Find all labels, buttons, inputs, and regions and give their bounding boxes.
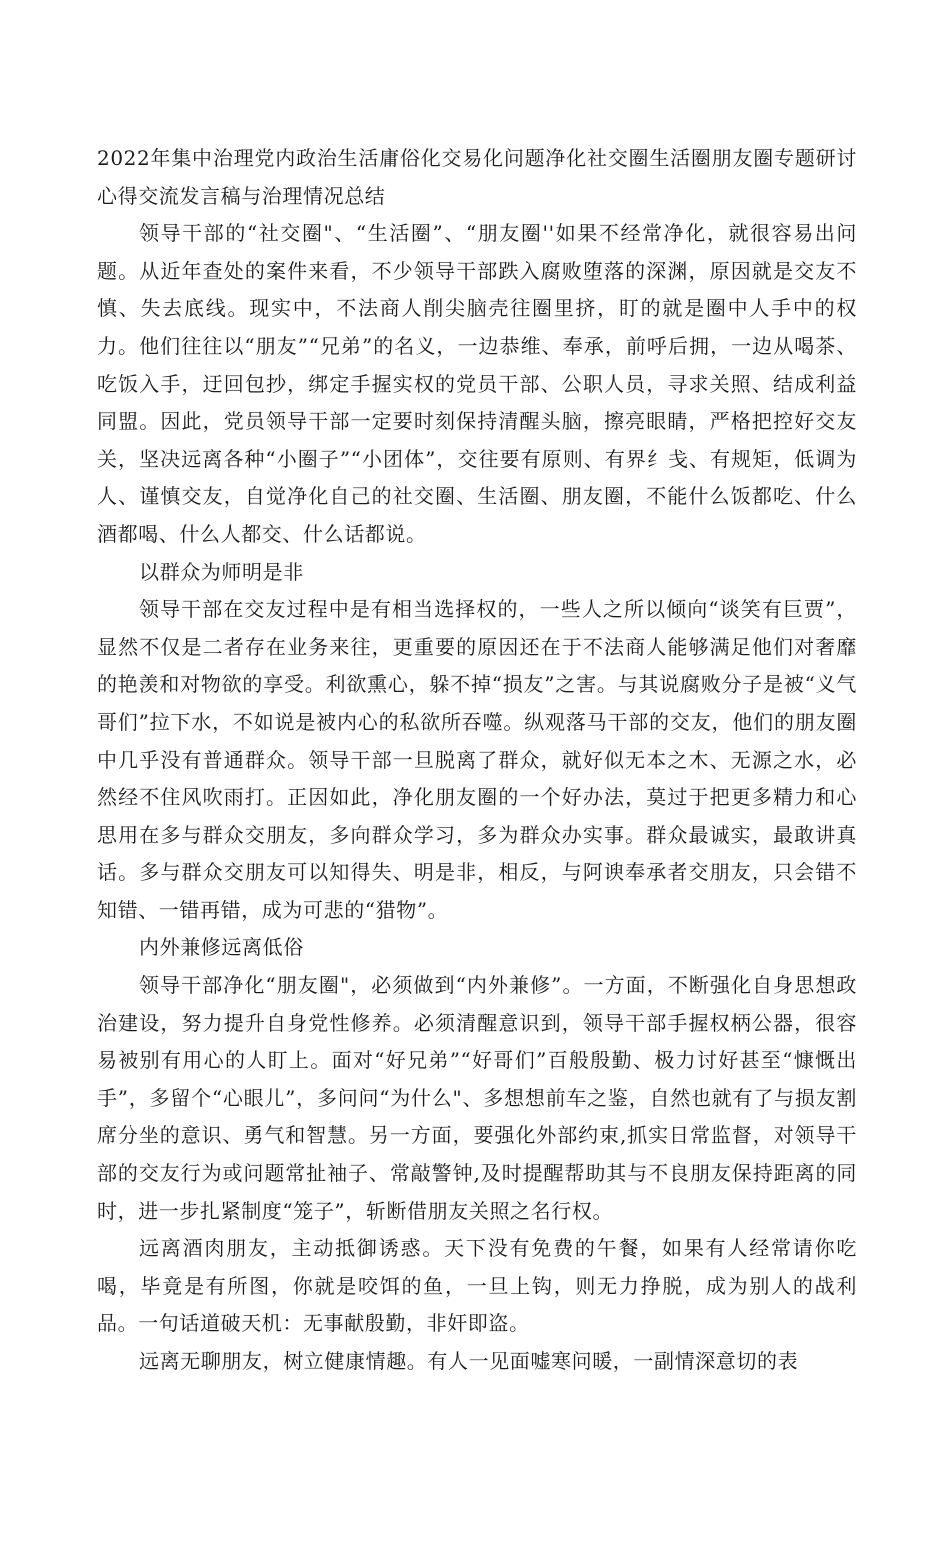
subheading-learn-from-masses: 以群众为师明是非 [139, 559, 304, 584]
paragraph-idle-friends: 远离无聊朋友，树立健康情趣。有人一见面嘘寒问暖，一副情深意切的表 [139, 1349, 799, 1373]
paragraph-wine-meat-friends: 远离酒肉朋友，主动抵御诱惑。天下没有免费的午餐，如果有人经常请你吃喝，毕竟是有所图，你就是咬饵的鱼，一旦上钩，则无力挣脱，成为别人的战利品。一句话道破天机：无事献殷勤，非奸即盗。 [97, 1236, 857, 1336]
subheading-inner-outer: 内外兼修远离低俗 [139, 935, 304, 960]
paragraph-masses: 领导干部在交友过程中是有相当选择权的，一些人之所以倾向“谈笑有巨贾”，显然不仅是二者存在业务来往，更重要的原因还在于不法商人能够满足他们对奢靡的艳羡和对物欲的享受。利欲熏心，躲不掉“损友”之害。与其说腐败分子是被“义气哥们”拉下水，不如说是被内心的私欲所吞噬。纵观落马干部的交友，他们的朋友圈中几乎没有普通群众。领导干部一旦脱离了群众，就好似无本之木、无源之水，必然经不住风吹雨打。正因如此，净化朋友圈的一个好办法，莫过于把更多精力和心思用在多与群众交朋友，多向群众学习，多为群众办实事。群众最诚实，最敢讲真话。多与群众交朋友可以知得失、明是非，相反，与阿谀奉承者交朋友，只会错不知错、一错再错，成为可悲的“猎物”。 [97, 597, 857, 922]
paragraph-inner-outer: 领导干部净化“朋友圈"，必须做到“内外兼修”。一方面，不断强化自身思想政治建设，努力提升自身党性修养。必须清醒意识到，领导干部手握权柄公器，很容易被别有用心的人盯上。面对“好兄弟”“好哥们”百般殷勤、极力讨好甚至“慷慨出手”，多留个“心眼儿”，多问问“为什么"、多想想前车之鉴，自然也就有了与损友割席分坐的意识、勇气和智慧。另一方面，要强化外部约束,抓实日常监督，对领导干部的交友行为或问题常扯袖子、常敲警钟,及时提醒帮助其与不良朋友保持距离的同时，进一步扎紧制度“笼子”，斩断借朋友关照之名行权。 [97, 973, 857, 1223]
paragraph-intro: 领导干部的“社交圈"、“生活圈”、“朋友圈''如果不经常净化，就很容易出问题。从近年查处的案件来看，不少领导干部跌入腐败堕落的深渊，原因就是交友不慎、失去底线。现实中，不法商人削尖脑壳往圈里挤，盯的就是圈中人手中的权力。他们往往以“朋友”“兄弟”的名义，一边恭维、奉承，前呼后拥，一边从喝茶、吃饭入手，迂回包抄，绑定手握实权的党员干部、公职人员，寻求关照、结成利益同盟。因此，党员领导干部一定要时刻保持清醒头脑，擦亮眼睛，严格把控好交友关，坚决远离各种“小圈子”“小团体”，交往要有原则、有界纟戋、有规矩，低调为人、谨慎交友，自觉净化自己的社交圈、生活圈、朋友圈，不能什么饭都吃、什么酒都喝、什么人都交、什么话都说。 [97, 221, 857, 546]
document-body [97, 140, 857, 1381]
document-title: 2022年集中治理党内政治生活庸俗化交易化问题净化社交圈生活圈朋友圈专题研讨心得交流发言稿与治理情况总结 [97, 146, 857, 208]
